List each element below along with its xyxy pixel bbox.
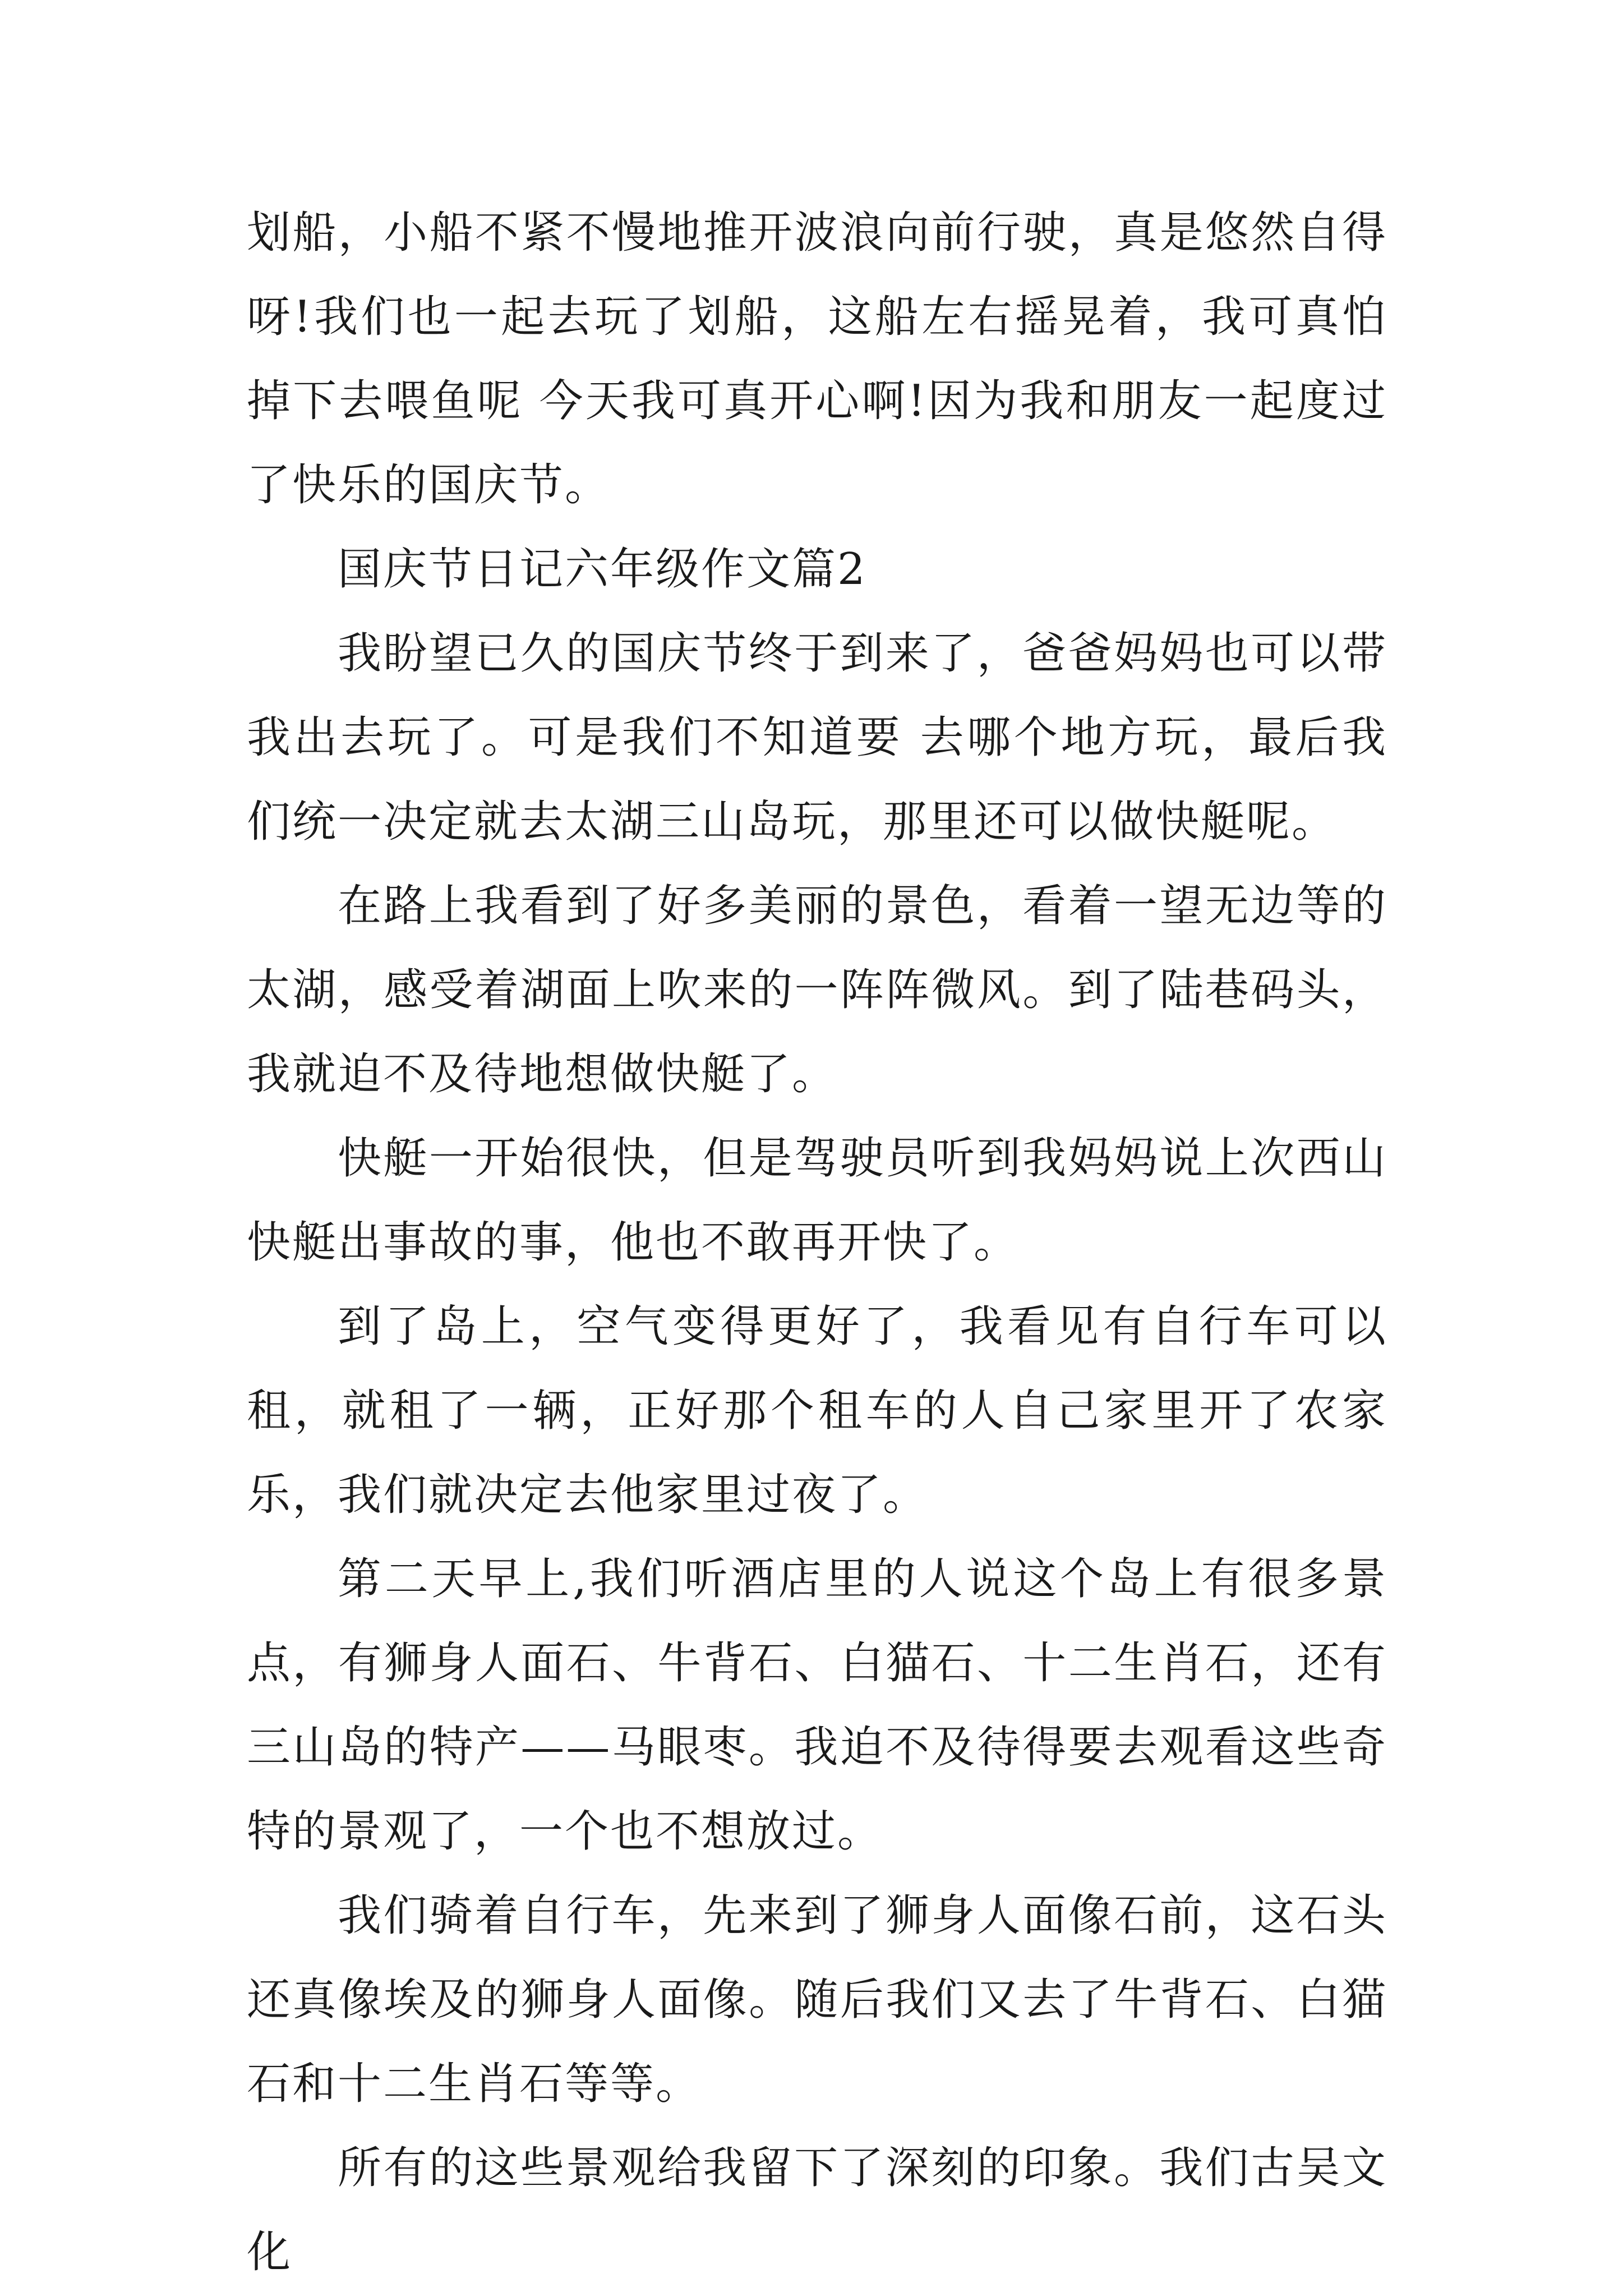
paragraph-1: 划船，小船不紧不慢地推开波浪向前行驶，真是悠然自得呀!我们也一起去玩了划船，这船左右摇晃着，我可真怕掉下去喂鱼呢 今天我可真开心啊!因为我和朋友一起度过了快乐的国庆节。: [247, 208, 1387, 510]
paragraph-7: 我们骑着自行车，先来到了狮身人面像石前，这石头还真像埃及的狮身人面像。随后我们又去了牛背石、白猫石和十二生肖石等等。: [247, 1890, 1387, 2109]
document-body: [247, 191, 1387, 2294]
paragraph-5: 到了岛上，空气变得更好了，我看见有自行车可以租，就租了一辆，正好那个租车的人自己家里开了农家乐，我们就决定去他家里过夜了。: [247, 1301, 1387, 1520]
paragraph-3: 在路上我看到了好多美丽的景色，看着一望无边等的太湖，感受着湖面上吹来的一阵阵微风。到了陆巷码头，我就迫不及待地想做快艇了。: [247, 881, 1387, 1099]
section-heading: 国庆节日记六年级作文篇2: [338, 544, 867, 595]
paragraph-8: 所有的这些景观给我留下了深刻的印象。我们古吴文化: [247, 2143, 1387, 2277]
paragraph-2: 我盼望已久的国庆节终于到来了，爸爸妈妈也可以带我出去玩了。可是我们不知道要 去哪个地方玩，最后我们统一决定就去太湖三山岛玩，那里还可以做快艇呢。: [247, 628, 1387, 847]
paragraph-6: 第二天早上,我们听酒店里的人说这个岛上有很多景点，有狮身人面石、牛背石、白猫石、十二生肖石，还有三山岛的特产——马眼枣。我迫不及待得要去观看这些奇特的景观了，一个也不想放过。: [247, 1554, 1387, 1857]
paragraph-4: 快艇一开始很快，但是驾驶员听到我妈妈说上次西山快艇出事故的事，他也不敢再开快了。: [247, 1133, 1387, 1268]
